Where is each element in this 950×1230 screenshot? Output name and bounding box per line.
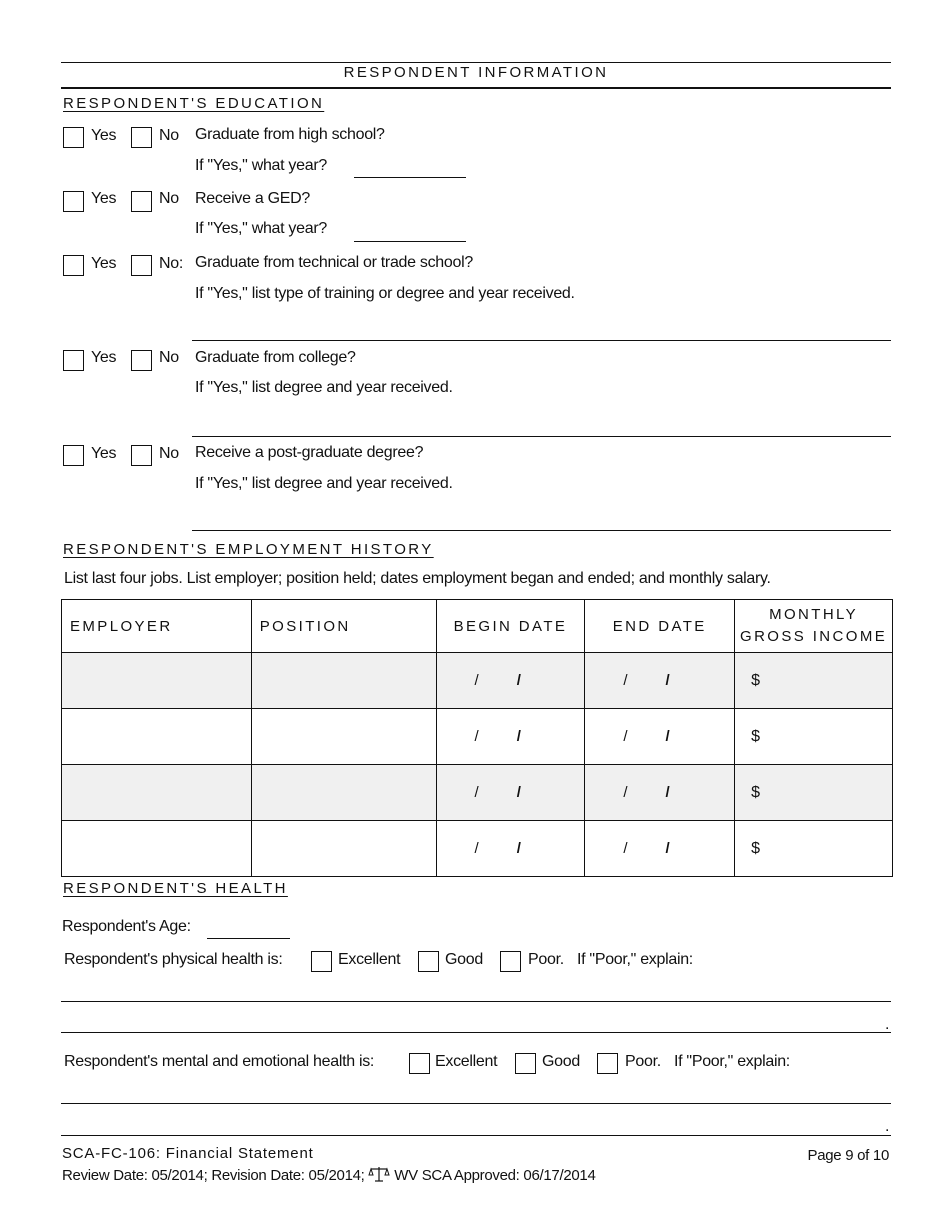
health-heading: RESPONDENT'S HEALTH: [63, 880, 288, 897]
college-detail-label: If "Yes," list degree and year received.: [195, 379, 453, 396]
excellent-label: Excellent: [435, 1053, 498, 1070]
currency-symbol: $: [751, 671, 760, 689]
explain-label: If "Poor," explain:: [577, 951, 693, 968]
postgrad-question: Receive a post-graduate degree?: [195, 444, 424, 461]
period-mark: .: [885, 1016, 890, 1033]
mental-good-checkbox[interactable]: [515, 1053, 536, 1074]
postgrad-detail-field[interactable]: [192, 530, 891, 531]
no-label: No: [159, 190, 179, 207]
yes-label: Yes: [91, 445, 117, 462]
currency-symbol: $: [751, 727, 760, 745]
trade-question: Graduate from technical or trade school?: [195, 254, 473, 271]
good-label: Good: [445, 951, 483, 968]
date-slash: /: [623, 671, 628, 689]
postgrad-yes-checkbox[interactable]: [63, 445, 84, 466]
position-cell[interactable]: [251, 653, 436, 709]
date-slash: /: [474, 839, 479, 857]
page-title: RESPONDENT INFORMATION: [343, 64, 609, 81]
postgrad-no-checkbox[interactable]: [131, 445, 152, 466]
income-cell[interactable]: [735, 653, 893, 709]
col-position: POSITION: [251, 600, 436, 653]
excellent-label: Excellent: [338, 951, 401, 968]
mental-explain-line-1[interactable]: [61, 1103, 891, 1104]
begin-date-cell[interactable]: [436, 709, 585, 765]
end-date-cell[interactable]: [585, 821, 735, 877]
table-row: [62, 765, 893, 821]
date-slash: /: [665, 783, 670, 801]
hs-year-field[interactable]: [354, 177, 466, 178]
physical-excellent-checkbox[interactable]: [311, 951, 332, 972]
begin-date-cell[interactable]: [436, 653, 585, 709]
yes-label: Yes: [91, 127, 117, 144]
ged-question: Receive a GED?: [195, 190, 310, 207]
ged-year-label: If "Yes," what year?: [195, 220, 327, 237]
no-label: No: [159, 445, 179, 462]
poor-label: Poor.: [528, 951, 564, 968]
table-row: [62, 709, 893, 765]
date-slash: /: [665, 671, 670, 689]
begin-date-cell[interactable]: [436, 765, 585, 821]
no-label: No: [159, 349, 179, 366]
physical-health-label: Respondent's physical health is:: [64, 951, 283, 968]
date-slash: /: [474, 783, 479, 801]
employer-cell[interactable]: [62, 653, 252, 709]
college-question: Graduate from college?: [195, 349, 356, 366]
trade-detail-field[interactable]: [192, 340, 891, 341]
footer-dates: [62, 1166, 596, 1184]
date-slash: /: [623, 839, 628, 857]
date-slash: /: [623, 783, 628, 801]
mental-poor-checkbox[interactable]: [597, 1053, 618, 1074]
income-cell[interactable]: [735, 709, 893, 765]
physical-explain-line-1[interactable]: [61, 1001, 891, 1002]
trade-detail-label: If "Yes," list type of training or degree and year received.: [195, 285, 575, 302]
position-cell[interactable]: [251, 765, 436, 821]
postgrad-detail-label: If "Yes," list degree and year received.: [195, 475, 453, 492]
employment-heading: RESPONDENT'S EMPLOYMENT HISTORY: [63, 541, 434, 558]
hs-year-label: If "Yes," what year?: [195, 157, 327, 174]
yes-label: Yes: [91, 349, 117, 366]
hs-question: Graduate from high school?: [195, 126, 385, 143]
employer-cell[interactable]: [62, 821, 252, 877]
col-monthly-gross-income: [735, 600, 893, 653]
physical-explain-line-2[interactable]: [61, 1032, 891, 1033]
position-cell[interactable]: [251, 709, 436, 765]
approval-date: WV SCA Approved: 06/17/2014: [394, 1167, 596, 1184]
date-slash: /: [516, 671, 521, 689]
college-yes-checkbox[interactable]: [63, 350, 84, 371]
date-slash: /: [474, 671, 479, 689]
col-monthly: MONTHLY: [769, 606, 859, 623]
top-rule: [61, 62, 891, 63]
date-slash: /: [665, 839, 670, 857]
date-slash: /: [474, 727, 479, 745]
age-label: Respondent's Age:: [62, 918, 191, 935]
trade-yes-checkbox[interactable]: [63, 255, 84, 276]
col-employer: EMPLOYER: [62, 600, 252, 653]
poor-label: Poor.: [625, 1053, 661, 1070]
income-cell[interactable]: [735, 765, 893, 821]
date-slash: /: [516, 783, 521, 801]
no-label: No:: [159, 255, 183, 272]
end-date-cell[interactable]: [585, 653, 735, 709]
form-id: SCA-FC-106: Financial Statement: [62, 1145, 314, 1162]
college-no-checkbox[interactable]: [131, 350, 152, 371]
trade-no-checkbox[interactable]: [131, 255, 152, 276]
begin-date-cell[interactable]: [436, 821, 585, 877]
table-row: [62, 821, 893, 877]
employment-instructions: List last four jobs. List employer; position held; dates employment began and ended; and monthly salary.: [64, 570, 771, 587]
date-slash: /: [516, 727, 521, 745]
no-label: No: [159, 127, 179, 144]
physical-poor-checkbox[interactable]: [500, 951, 521, 972]
col-begin-date: BEGIN DATE: [436, 600, 585, 653]
explain-label: If "Poor," explain:: [674, 1053, 790, 1070]
table-row: [62, 653, 893, 709]
age-field[interactable]: [207, 938, 290, 939]
ged-year-field[interactable]: [354, 241, 466, 242]
income-cell[interactable]: [735, 821, 893, 877]
currency-symbol: $: [751, 783, 760, 801]
mental-excellent-checkbox[interactable]: [409, 1053, 430, 1074]
date-slash: /: [665, 727, 670, 745]
employer-cell[interactable]: [62, 765, 252, 821]
yes-label: Yes: [91, 255, 117, 272]
hs-no-checkbox[interactable]: [131, 127, 152, 148]
position-cell[interactable]: [251, 821, 436, 877]
ged-no-checkbox[interactable]: [131, 191, 152, 212]
period-mark: .: [885, 1118, 890, 1135]
college-detail-field[interactable]: [192, 436, 891, 437]
mental-explain-line-2[interactable]: [61, 1135, 891, 1136]
col-end-date: END DATE: [585, 600, 735, 653]
end-date-cell[interactable]: [585, 709, 735, 765]
ged-yes-checkbox[interactable]: [63, 191, 84, 212]
page-number: Page 9 of 10: [807, 1147, 889, 1164]
col-gross-income: GROSS INCOME: [740, 628, 888, 645]
review-revision-dates: Review Date: 05/2014; Revision Date: 05/2014;: [62, 1167, 365, 1184]
yes-label: Yes: [91, 190, 117, 207]
employer-cell[interactable]: [62, 709, 252, 765]
date-slash: /: [623, 727, 628, 745]
end-date-cell[interactable]: [585, 765, 735, 821]
education-heading: RESPONDENT'S EDUCATION: [63, 95, 325, 112]
physical-good-checkbox[interactable]: [418, 951, 439, 972]
mental-health-label: Respondent's mental and emotional health is:: [64, 1053, 375, 1070]
table-header-row: [62, 600, 893, 653]
title-rule: [61, 87, 891, 89]
employment-table: [61, 599, 893, 877]
good-label: Good: [542, 1053, 580, 1070]
currency-symbol: $: [751, 839, 760, 857]
date-slash: /: [516, 839, 521, 857]
hs-yes-checkbox[interactable]: [63, 127, 84, 148]
scales-of-justice-icon: [368, 1166, 390, 1182]
